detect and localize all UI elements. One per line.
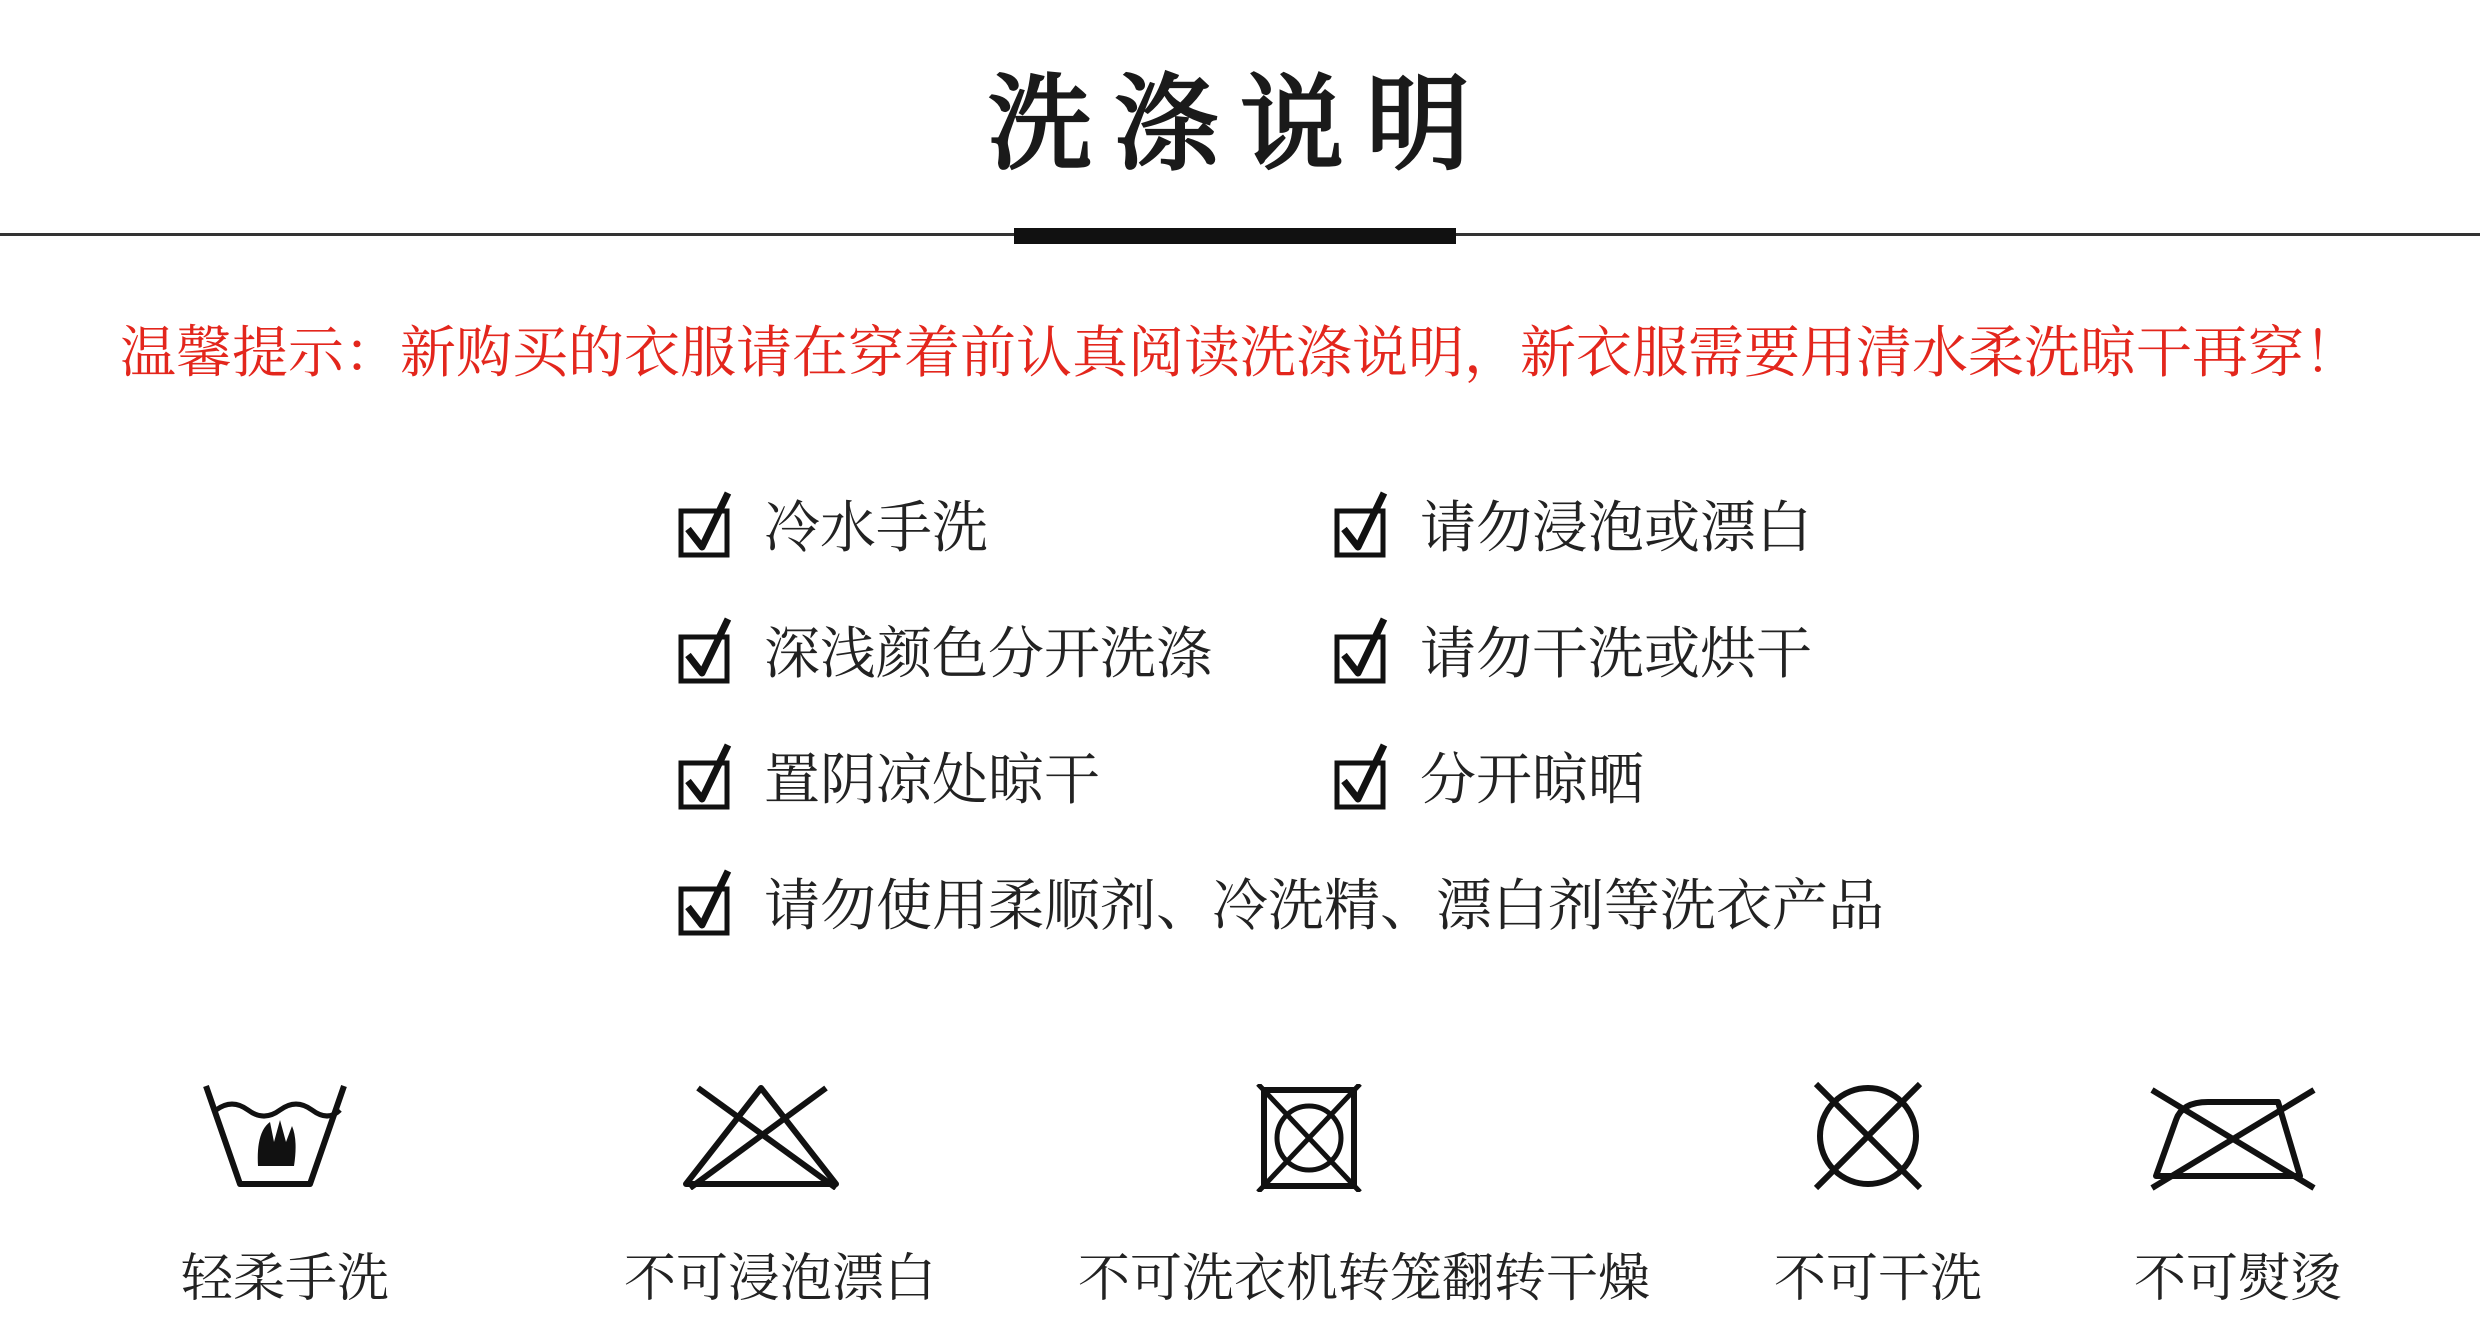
- care-item-label: 请勿干洗或烘干: [1420, 622, 1812, 687]
- care-item-label: 置阴凉处晾干: [764, 748, 1100, 813]
- no-bleach-icon: [676, 1080, 846, 1190]
- warm-notice: 温馨提示：新购买的衣服请在穿着前认真阅读洗涤说明，新衣服需要用清水柔洗晾干再穿！: [120, 321, 2360, 386]
- checkbox-checked-icon: [1334, 489, 1392, 559]
- checkbox-checked-icon: [678, 615, 736, 685]
- symbol-label: 不可浸泡漂白: [623, 1249, 937, 1309]
- checkbox-checked-icon: [1334, 615, 1392, 685]
- symbol-label: 不可熨烫: [2133, 1249, 2343, 1309]
- care-item: [678, 726, 1100, 826]
- care-item: [678, 852, 1884, 952]
- care-item: [678, 474, 988, 574]
- no-tumble-dry-icon: [1254, 1084, 1364, 1192]
- symbol-label: 不可洗衣机转笼翻转干燥: [1077, 1249, 1651, 1309]
- checkbox-checked-icon: [1334, 741, 1392, 811]
- care-item-label: 请勿浸泡或漂白: [1420, 496, 1812, 561]
- care-item: [1334, 474, 1812, 574]
- checkbox-checked-icon: [678, 741, 736, 811]
- page-title: 洗涤说明: [987, 63, 1492, 185]
- care-item-label: 请勿使用柔顺剂、冷洗精、漂白剂等洗衣产品: [764, 874, 1884, 939]
- care-item: [1334, 726, 1644, 826]
- no-dry-clean-icon: [1808, 1080, 1928, 1192]
- checkbox-checked-icon: [678, 489, 736, 559]
- no-iron-icon: [2148, 1080, 2318, 1192]
- care-item-label: 分开晾晒: [1420, 748, 1644, 813]
- hand-wash-icon: [200, 1080, 350, 1190]
- care-item: [1334, 600, 1812, 700]
- care-item-label: 深浅颜色分开洗涤: [764, 622, 1212, 687]
- symbol-label: 不可干洗: [1773, 1249, 1983, 1309]
- checkbox-checked-icon: [678, 867, 736, 937]
- care-item-label: 冷水手洗: [764, 496, 988, 561]
- care-item: [678, 600, 1212, 700]
- symbol-label: 轻柔手洗: [180, 1249, 390, 1309]
